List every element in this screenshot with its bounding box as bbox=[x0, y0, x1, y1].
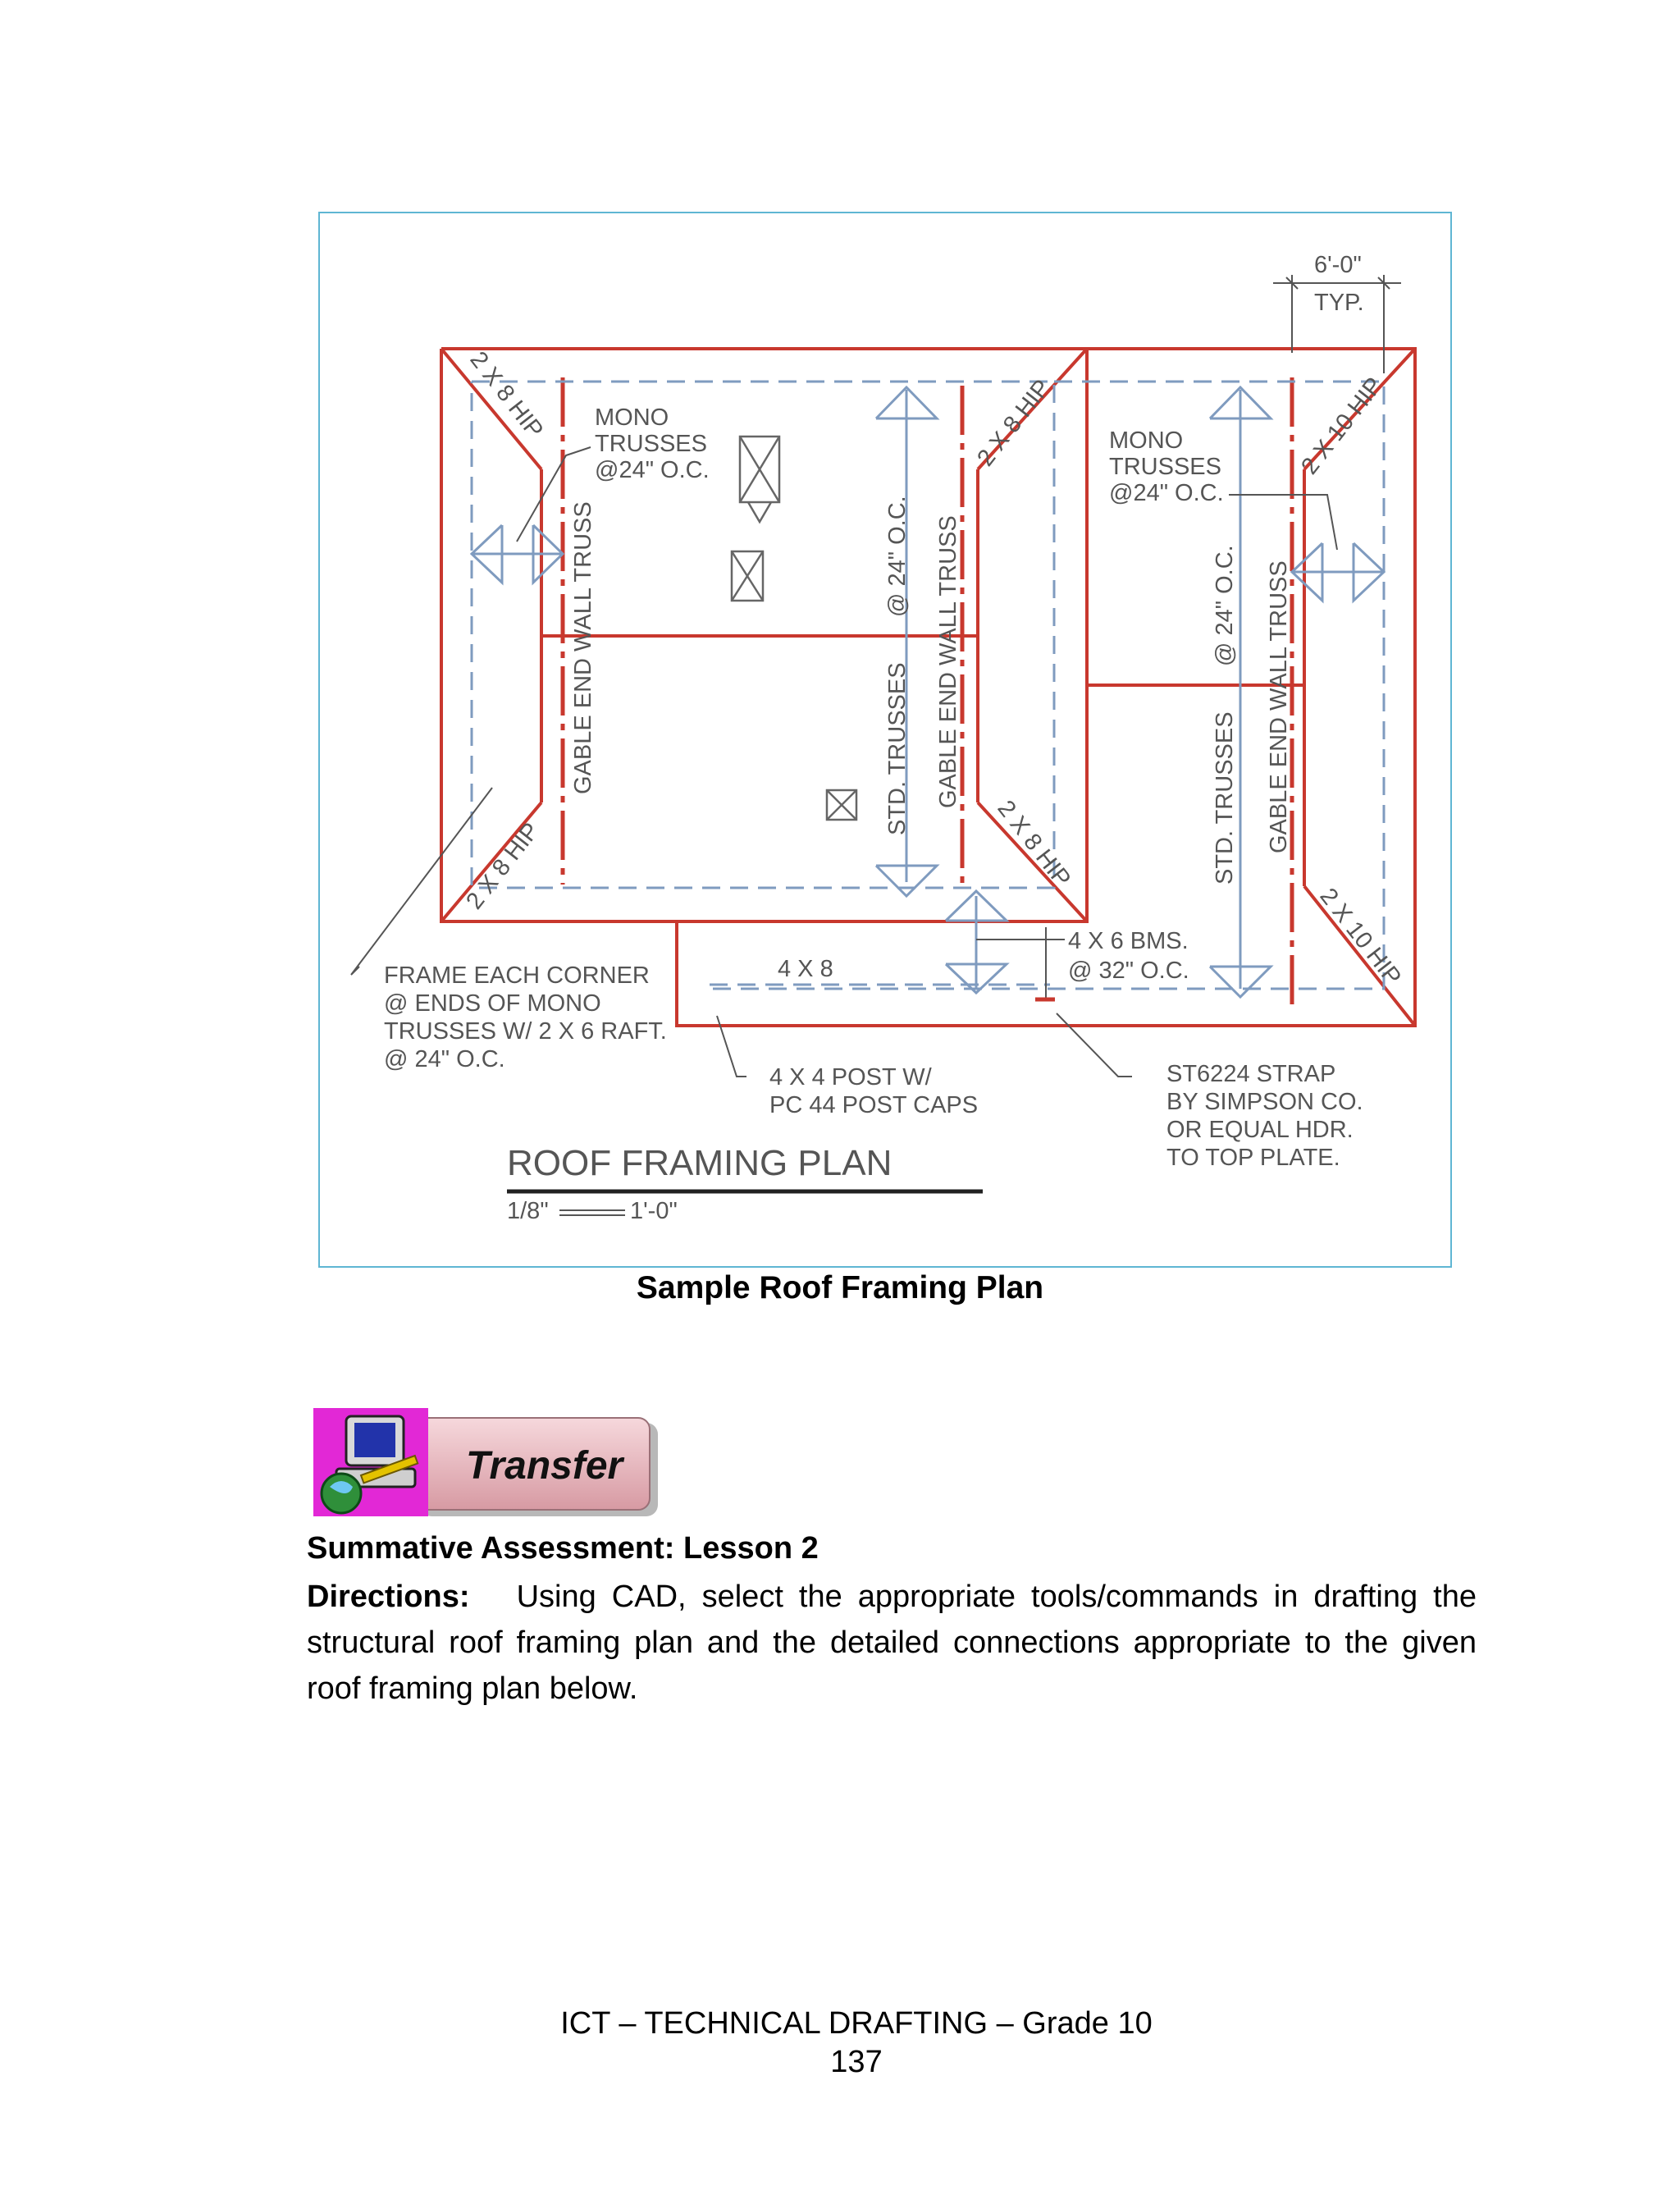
spacing-label: @ 24" O.C. bbox=[884, 496, 911, 617]
gable-end-label: GABLE END WALL TRUSS bbox=[935, 515, 961, 808]
directions-label: Directions: bbox=[307, 1580, 470, 1614]
scale-label: 1/8" bbox=[507, 1198, 549, 1224]
assessment-directions bbox=[307, 1574, 1477, 1712]
figure-caption: Sample Roof Framing Plan bbox=[636, 1270, 1044, 1305]
roof-framing-figure bbox=[318, 212, 1452, 1268]
hip-label: 2 X 10 HIP bbox=[1296, 373, 1388, 480]
gable-end-label: GABLE END WALL TRUSS bbox=[1266, 560, 1292, 853]
beam-label: @ 32" O.C. bbox=[1068, 958, 1189, 984]
note-strap: BY SIMPSON CO. bbox=[1166, 1089, 1363, 1115]
typ-label: TYP. bbox=[1314, 290, 1364, 316]
directions-text: Using CAD, select the appropriate tools/commands in drafting the structural roof framing plan and the detailed connections appropriate to the given roof framing plan below. bbox=[307, 1580, 1477, 1706]
std-trusses-label: STD. TRUSSES bbox=[884, 662, 911, 835]
note-frame-corner: @ 24" O.C. bbox=[384, 1046, 505, 1072]
gable-end-label: GABLE END WALL TRUSS bbox=[570, 501, 596, 794]
hip-label: 2 X 8 HIP bbox=[461, 817, 545, 915]
spacing-label: @ 24" O.C. bbox=[1212, 545, 1238, 666]
note-strap: ST6224 STRAP bbox=[1166, 1061, 1336, 1087]
mono-trusses-label: TRUSSES bbox=[595, 431, 707, 457]
note-strap: TO TOP PLATE. bbox=[1166, 1145, 1340, 1171]
mono-trusses-label: @24" O.C. bbox=[1109, 480, 1224, 506]
mono-trusses-label: @24" O.C. bbox=[595, 457, 710, 483]
note-frame-corner: TRUSSES W/ 2 X 6 RAFT. bbox=[384, 1018, 667, 1045]
hip-label: 2 X 10 HIP bbox=[1314, 883, 1407, 990]
transfer-label: Transfer bbox=[466, 1444, 623, 1488]
dim-label: 6'-0" bbox=[1314, 252, 1362, 278]
hip-label: 2 X 8 HIP bbox=[972, 374, 1056, 472]
hip-label: 2 X 8 HIP bbox=[992, 795, 1076, 893]
mono-trusses-label: TRUSSES bbox=[1109, 454, 1221, 480]
scale-label: 1'-0" bbox=[630, 1198, 678, 1224]
header-label: 4 X 8 bbox=[778, 956, 833, 982]
vent-box bbox=[748, 502, 771, 522]
beam-label: 4 X 6 BMS. bbox=[1068, 928, 1189, 954]
note-post: 4 X 4 POST W/ bbox=[769, 1064, 932, 1090]
mono-trusses-label: MONO bbox=[1109, 427, 1184, 454]
note-frame-corner: FRAME EACH CORNER bbox=[384, 962, 650, 989]
leader-line bbox=[1057, 1013, 1132, 1077]
roof-framing-drawing bbox=[320, 213, 1454, 1269]
note-frame-corner: @ ENDS OF MONO bbox=[384, 990, 601, 1017]
mono-trusses-label: MONO bbox=[595, 405, 669, 431]
hip-label: 2 X 8 HIP bbox=[464, 346, 549, 444]
plan-title: ROOF FRAMING PLAN bbox=[507, 1143, 892, 1183]
vent-boxes bbox=[732, 437, 856, 820]
note-post: PC 44 POST CAPS bbox=[769, 1092, 979, 1118]
std-trusses-label: STD. TRUSSES bbox=[1212, 711, 1238, 885]
transfer-badge bbox=[305, 1405, 658, 1520]
leader-line bbox=[1229, 495, 1337, 550]
page-number: 137 bbox=[830, 2045, 883, 2079]
assessment-title: Summative Assessment: Lesson 2 bbox=[307, 1531, 819, 1566]
note-strap: OR EQUAL HDR. bbox=[1166, 1117, 1354, 1143]
footer-course: ICT – TECHNICAL DRAFTING – Grade 10 bbox=[560, 2006, 1153, 2041]
